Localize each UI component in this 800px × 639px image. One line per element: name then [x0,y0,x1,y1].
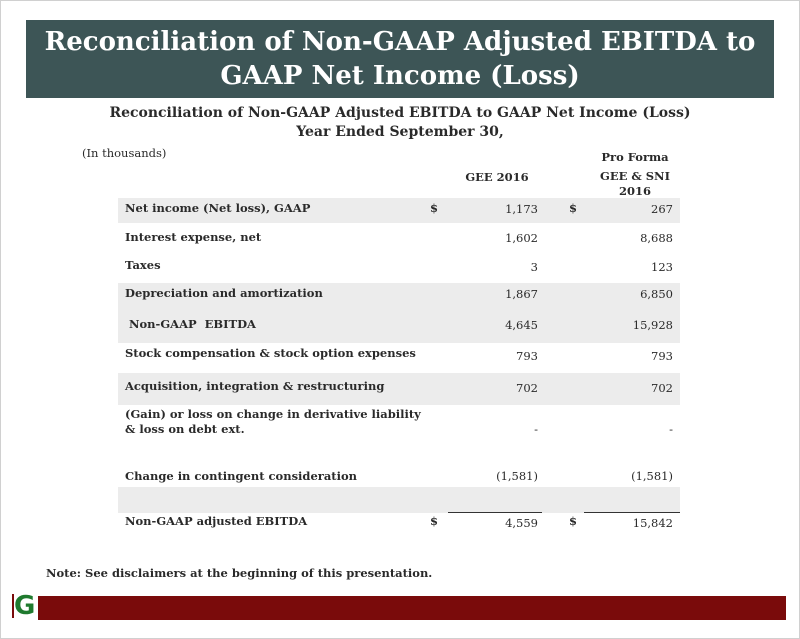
title-banner [26,20,774,98]
table-row-spacer [118,487,680,513]
value-pro-forma: - [669,422,673,436]
table-row [118,283,680,308]
column-header-pro-forma: Pro Forma [601,150,669,164]
table-title: Reconciliation of Non-GAAP Adjusted EBITDA to GAAP Net Income (Loss) [109,105,691,121]
currency-symbol: $ [569,514,578,528]
row-label-line1: (Gain) or loss on change in derivative liability [125,407,421,421]
value-pro-forma: 15,928 [632,318,673,332]
table-period: Year Ended September 30, [296,124,504,140]
company-logo [12,592,38,620]
row-label: Interest expense, net [125,230,262,244]
value-gee-2016: 3 [530,260,538,274]
row-label-line2: & loss on debt ext. [125,422,245,436]
table-row [118,253,680,283]
row-label: Depreciation and amortization [125,286,323,300]
column-header-gee-sni: GEE & SNI [600,169,670,183]
banner-title-line2: GAAP Net Income (Loss) [220,61,580,91]
value-gee-2016: - [534,422,538,436]
row-label: Non-GAAP EBITDA [125,317,256,331]
value-gee-2016: 793 [516,349,538,363]
currency-symbol: $ [569,201,578,215]
value-pro-forma: (1,581) [631,469,673,483]
table-row-total [118,513,680,535]
value-pro-forma: 267 [651,202,673,216]
value-gee-2016: 4,645 [505,318,538,332]
column-header-year: 2016 [618,184,651,198]
table-row [118,465,680,487]
value-gee-2016: (1,581) [496,469,538,483]
row-label: Change in contingent consideration [125,469,357,483]
value-gee-2016: 1,173 [505,202,538,216]
table-row [118,343,680,373]
column-header-gee-2016: GEE 2016 [465,170,529,184]
row-label: Acquisition, integration & restructuring [125,379,385,393]
banner-title-line1: Reconciliation of Non-GAAP Adjusted EBITDA to [44,27,756,57]
table-row [118,198,680,223]
value-pro-forma: 6,850 [640,287,673,301]
value-pro-forma: 15,842 [632,516,673,530]
value-pro-forma: 702 [651,381,673,395]
table-row [118,373,680,405]
value-gee-2016: 702 [516,381,538,395]
row-label: Stock compensation & stock option expenses [125,346,416,360]
value-pro-forma: 8,688 [640,231,673,245]
table-row [118,405,680,445]
currency-symbol: $ [430,201,439,215]
value-pro-forma: 793 [651,349,673,363]
units-label: (In thousands) [82,146,167,160]
row-label: Non-GAAP adjusted EBITDA [125,514,308,528]
row-label: Net income (Net loss), GAAP [125,201,311,215]
currency-symbol: $ [430,514,439,528]
value-gee-2016: 1,602 [505,231,538,245]
logo-letter: G [14,591,36,621]
value-gee-2016: 4,559 [505,516,538,530]
footer-bar [38,596,786,620]
table-row [118,223,680,253]
row-label: Taxes [125,258,161,272]
value-gee-2016: 1,867 [505,287,538,301]
value-pro-forma: 123 [651,260,673,274]
table-row [118,308,680,343]
disclaimer-note: Note: See disclaimers at the beginning of this presentation. [46,566,433,580]
